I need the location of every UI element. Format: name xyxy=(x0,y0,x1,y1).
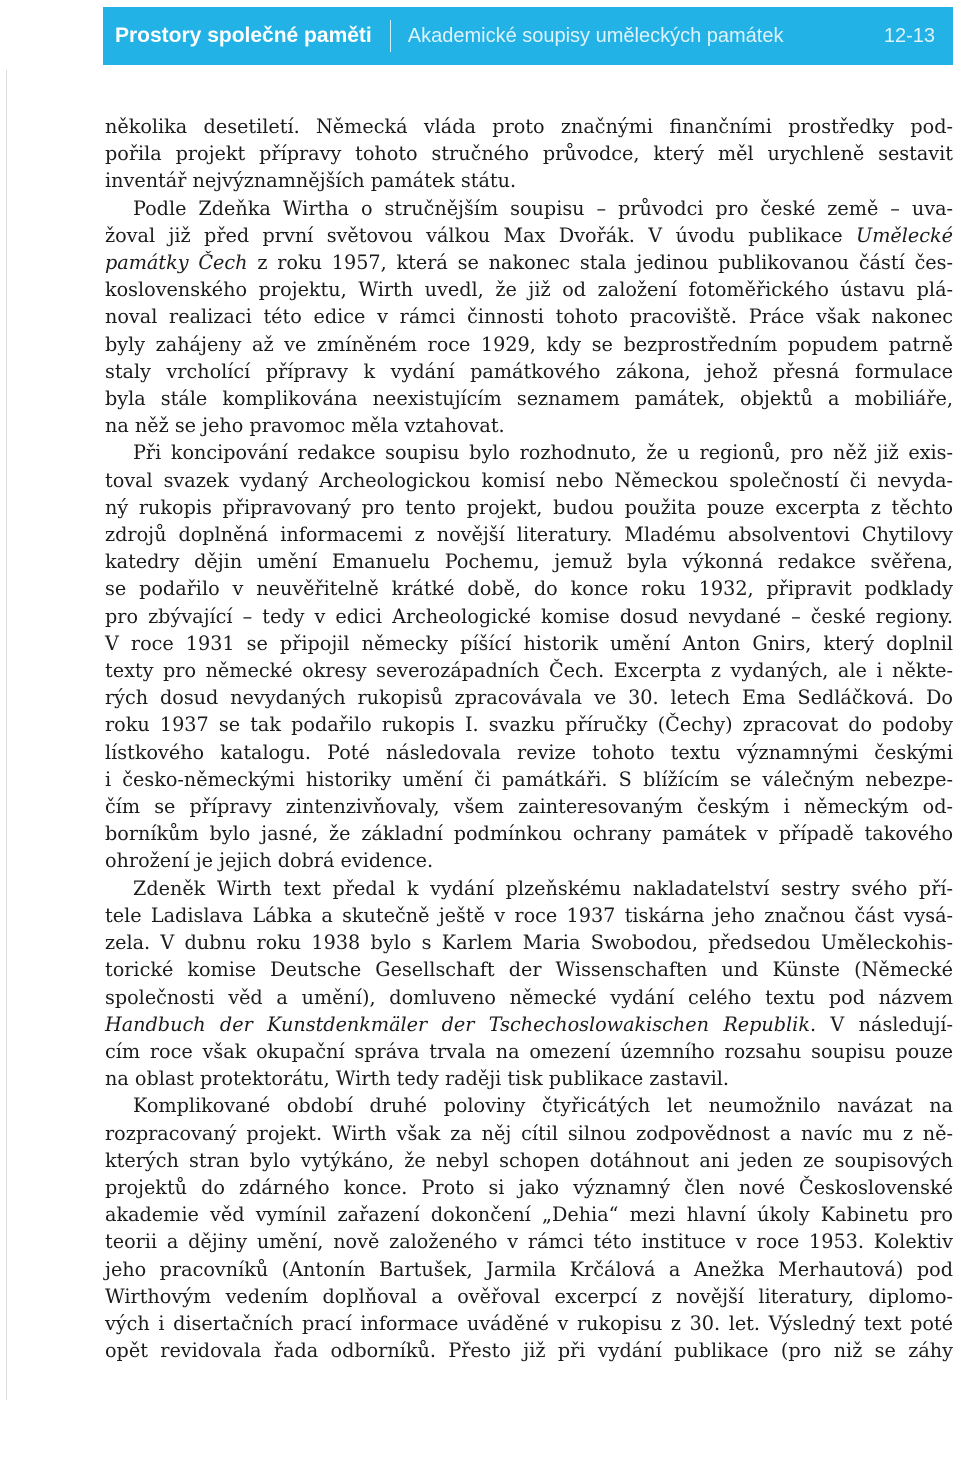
text-line: Při koncipování redakce soupisu bylo rozhodnuto, že u regionů, pro něž již exis- xyxy=(133,441,953,465)
text-line: pro zbývající – tedy v edici Archeologické komise dosud nevydané – české regiony. xyxy=(105,604,953,628)
header-divider xyxy=(390,20,391,52)
text-line: staly vrcholící přípravy k vydání památkového zákona, jehož přesná formulace xyxy=(105,359,953,383)
paragraph xyxy=(105,113,953,195)
text-line: zdrojů doplněná informacemi z novější literatury. Mladému absolventovi Chytilovy xyxy=(105,523,953,547)
text-line: projektů do zdárného konce. Proto si jako významný člen nové Československé xyxy=(105,1175,953,1199)
text-line: V roce 1931 se připojil německy píšící historik umění Anton Gnirs, který doplnil xyxy=(105,631,953,655)
text-line: opět revidovala řada odborníků. Přesto již při vydání publikace (pro niž se záhy xyxy=(105,1339,953,1363)
text-line: se podařilo v neuvěřitelně krátké době, do konce roku 1932, připravit podklady xyxy=(105,577,953,601)
text-line: katedry dějin umění Emanuelu Pochemu, jemuž byla výkonná redakce svěřena, xyxy=(105,550,953,574)
text-line: lístkového katalogu. Poté následovala revize tohoto textu významnými českými xyxy=(105,740,953,764)
text-line: Podle Zdeňka Wirtha o stručnějším soupisu – průvodci pro české země – uva- xyxy=(133,196,953,220)
text-line: ný rukopis připravovaný pro tento projekt, budou použita pouze excerpta z těchto xyxy=(105,495,953,519)
text-line: torické komise Deutsche Gesellschaft der Wissenschaften und Künste (Německé xyxy=(105,958,953,982)
text-line: na oblast protektorátu, Wirth tedy raději tisk publikace zastavil. xyxy=(105,1067,730,1091)
text-line: čím se přípravy zintenzivňovaly, všem zainteresovaným českým i německým od- xyxy=(105,795,953,819)
text-line: borníkům bylo jasné, že základní podmínkou ochrany památek v případě takového xyxy=(105,822,953,846)
text-line: toval svazek vydaný Archeologickou komisí nebo Německou společností či nevyda- xyxy=(105,468,953,492)
text-line: vých i disertačních prací informace uváděné v rukopisu z 30. let. Výsledný text poté xyxy=(105,1311,953,1335)
text-run: žoval již před první světovou válkou Max Dvořák. V úvodu publikace xyxy=(105,223,857,247)
text-line: rozpracovaný projekt. Wirth však za něj cítil silnou zodpovědnost a navíc mu z ně- xyxy=(105,1121,953,1145)
text-line: na něž se jeho pravomoc měla vztahovat. xyxy=(105,414,505,438)
text-line xyxy=(105,222,953,249)
italic-title: Handbuch der Kunstdenkmäler der Tschechoslowakischen Republik xyxy=(105,1012,810,1036)
italic-title: památky Čech xyxy=(105,251,248,275)
paragraph xyxy=(105,875,953,1093)
text-line: jeho pracovníků (Antonín Bartušek, Jarmila Krčálová a Anežka Merhautová) pod xyxy=(105,1257,953,1281)
text-line: texty pro německé okresy severozápadních Čech. Excerpta z vydaných, ale i někte- xyxy=(105,659,953,683)
text-line: teorii a dějiny umění, nově založeného v rámci této instituce v roce 1953. Kolektiv xyxy=(105,1230,953,1254)
text-line: cím roce však okupační správa trvala na omezení územního rozsahu soupisu pouze xyxy=(105,1039,953,1063)
paragraph xyxy=(105,1092,953,1364)
text-line: roku 1937 se tak podařilo rukopis I. svazku příručky (Čechy) zpracovat do podoby xyxy=(105,713,953,737)
text-line: Komplikované období druhé poloviny čtyřicátých let neumožnilo navázat na xyxy=(133,1094,953,1118)
chapter-subtitle: Akademické soupisy uměleckých památek xyxy=(407,24,784,47)
text-line: akademie věd vymínil zařazení dokončení „Dehia“ mezi hlavní úkoly Kabinetu pro xyxy=(105,1203,953,1227)
text-line: byla stále komplikována neexistujícím seznamem památek, objektů a mobiliáře, xyxy=(105,387,953,411)
paragraph xyxy=(105,195,953,440)
text-line: pořila projekt přípravy tohoto stručného průvodce, který měl urychleně sestavit xyxy=(105,142,953,166)
text-line: i česko-německými historiky umění či památkáři. S blížícím se válečným nebezpe- xyxy=(105,767,953,791)
body-text xyxy=(105,113,953,1364)
text-line: byly zahájeny až ve zmíněném roce 1929, kdy se bezprostředním popudem patrně xyxy=(105,332,953,356)
text-run: . V následují- xyxy=(809,1012,953,1036)
margin-rule xyxy=(6,70,7,1400)
text-line: kterých stran bylo vytýkáno, že nebyl schopen dotáhnout ani jeden ze soupisových xyxy=(105,1148,953,1172)
text-line: Wirthovým vedením doplňoval a ověřoval excerpcí z novější literatury, diplomo- xyxy=(105,1284,953,1308)
text-line: koslovenského projektu, Wirth uvedl, že již od založení fotoměřického ústavu plá- xyxy=(105,278,953,302)
text-line: rých dosud nevydaných rukopisů zpracovávala ve 30. letech Ema Sedláčková. Do xyxy=(105,686,953,710)
section-title: Prostory společné paměti xyxy=(115,24,372,47)
text-line: noval realizaci této edice v rámci činnosti tohoto pracoviště. Práce však nakonec xyxy=(105,305,953,329)
text-line: zela. V dubnu roku 1938 bylo s Karlem Maria Swobodou, předsedou Uměleckohis- xyxy=(105,931,953,955)
paragraph xyxy=(105,439,953,874)
page-header xyxy=(103,7,953,65)
text-line xyxy=(105,249,953,276)
text-line: několika desetiletí. Německá vláda proto značnými finančními prostředky pod- xyxy=(105,115,953,138)
italic-title: Umělecké xyxy=(856,223,953,247)
text-line: Zdeněk Wirth text předal k vydání plzeňskému nakladatelství sestry svého pří- xyxy=(133,876,953,900)
text-line: tele Ladislava Lábka a skutečně ještě v roce 1937 tiskárna jeho značnou část vysá- xyxy=(105,903,953,927)
text-line: ohrožení je jejich dobrá evidence. xyxy=(105,849,434,873)
text-line: inventář nejvýznamnějších památek státu. xyxy=(105,169,517,193)
text-run: z roku 1957, která se nakonec stala jedinou publikovanou částí čes- xyxy=(247,251,953,275)
page-numbers: 12-13 xyxy=(883,24,935,47)
text-line: společnosti věd a umění), domluveno německé vydání celého textu pod názvem xyxy=(105,985,953,1009)
text-line xyxy=(105,1011,953,1038)
